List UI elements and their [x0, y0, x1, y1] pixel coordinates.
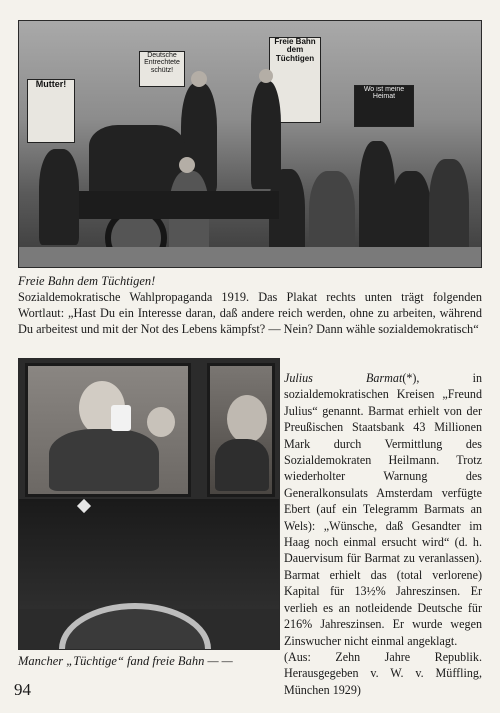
car-wheel-bottom	[59, 603, 211, 650]
sign-freie-bahn-text: Freie Bahn dem Tüchtigen	[274, 37, 316, 63]
top-photograph	[18, 20, 482, 268]
sign-mutter-text: Mutter!	[35, 79, 67, 89]
sign-poster-right	[354, 85, 414, 127]
top-caption-title: Freie Bahn dem Tüchtigen!	[18, 274, 156, 288]
person-figure	[39, 149, 79, 245]
barmat-paragraph	[284, 370, 482, 698]
person-head	[179, 157, 195, 173]
handkerchief	[111, 405, 131, 431]
bottom-photograph	[18, 358, 280, 650]
source-citation: (Aus: Zehn Jahre Republik. Herausgegeben v. W. v. Müffling, München 1929)	[284, 649, 482, 697]
car-body	[79, 191, 279, 219]
person-head	[259, 69, 273, 83]
person-figure	[89, 125, 185, 195]
page-number: 94	[14, 680, 31, 699]
barmat-name: Julius Barmat	[284, 371, 403, 385]
man-right-coat	[215, 439, 269, 491]
sign-entrechtete-text: Deutsche Entrechtete schütz!	[144, 52, 180, 74]
top-caption-body: Sozialdemokratische Wahlpropaganda 1919. Das Plakat rechts unten trägt folgenden Wortlaut: „Hast Du ein Interesse daran, daß andere reich werden, ohne zu arbeiten, während Du arbeitest und mit der Not des Lebens kämpfst? — Nein? Dann wähle sozialdemokratisch“	[18, 290, 482, 336]
woman-head	[147, 407, 175, 437]
bottom-caption: Mancher „Tüchtige“ fand freie Bahn — —	[18, 654, 233, 668]
man-right-head	[227, 395, 267, 443]
sign-mutter	[27, 79, 75, 143]
car-door	[19, 499, 279, 609]
man-coat	[49, 429, 159, 491]
person-head	[191, 71, 207, 87]
sign-poster-right-text: Wo ist meine Heimat	[363, 86, 405, 101]
barmat-body: (*), in sozialdemokratischen Kreisen „Freund Julius“ genannt. Barmat erhielt von der Preußischen Staatsbank 43 Millionen Mark durch Vermittlung des Sozialdemokraten Heilmann. Trotz wiederholter Warnung des Generalkonsulats Amsterdam verfügte Ebert (auf ein Telegramm Barmats an Wels): „Wünsche, daß Gesandter im Haag noch einmal ersucht wird“ (d. h. Dauervisum für Barmat zu veranlassen). Barmat erhielt das (total verlorene) Kapital für 13½% Jahreszinsen. Er verlieh es an notleidende Deutsche für 216% Jahreszinsen. Er wurde wegen Zinswucher nicht einmal angeklagt.	[284, 371, 482, 648]
ground	[19, 247, 481, 267]
sign-entrechtete	[139, 51, 185, 87]
